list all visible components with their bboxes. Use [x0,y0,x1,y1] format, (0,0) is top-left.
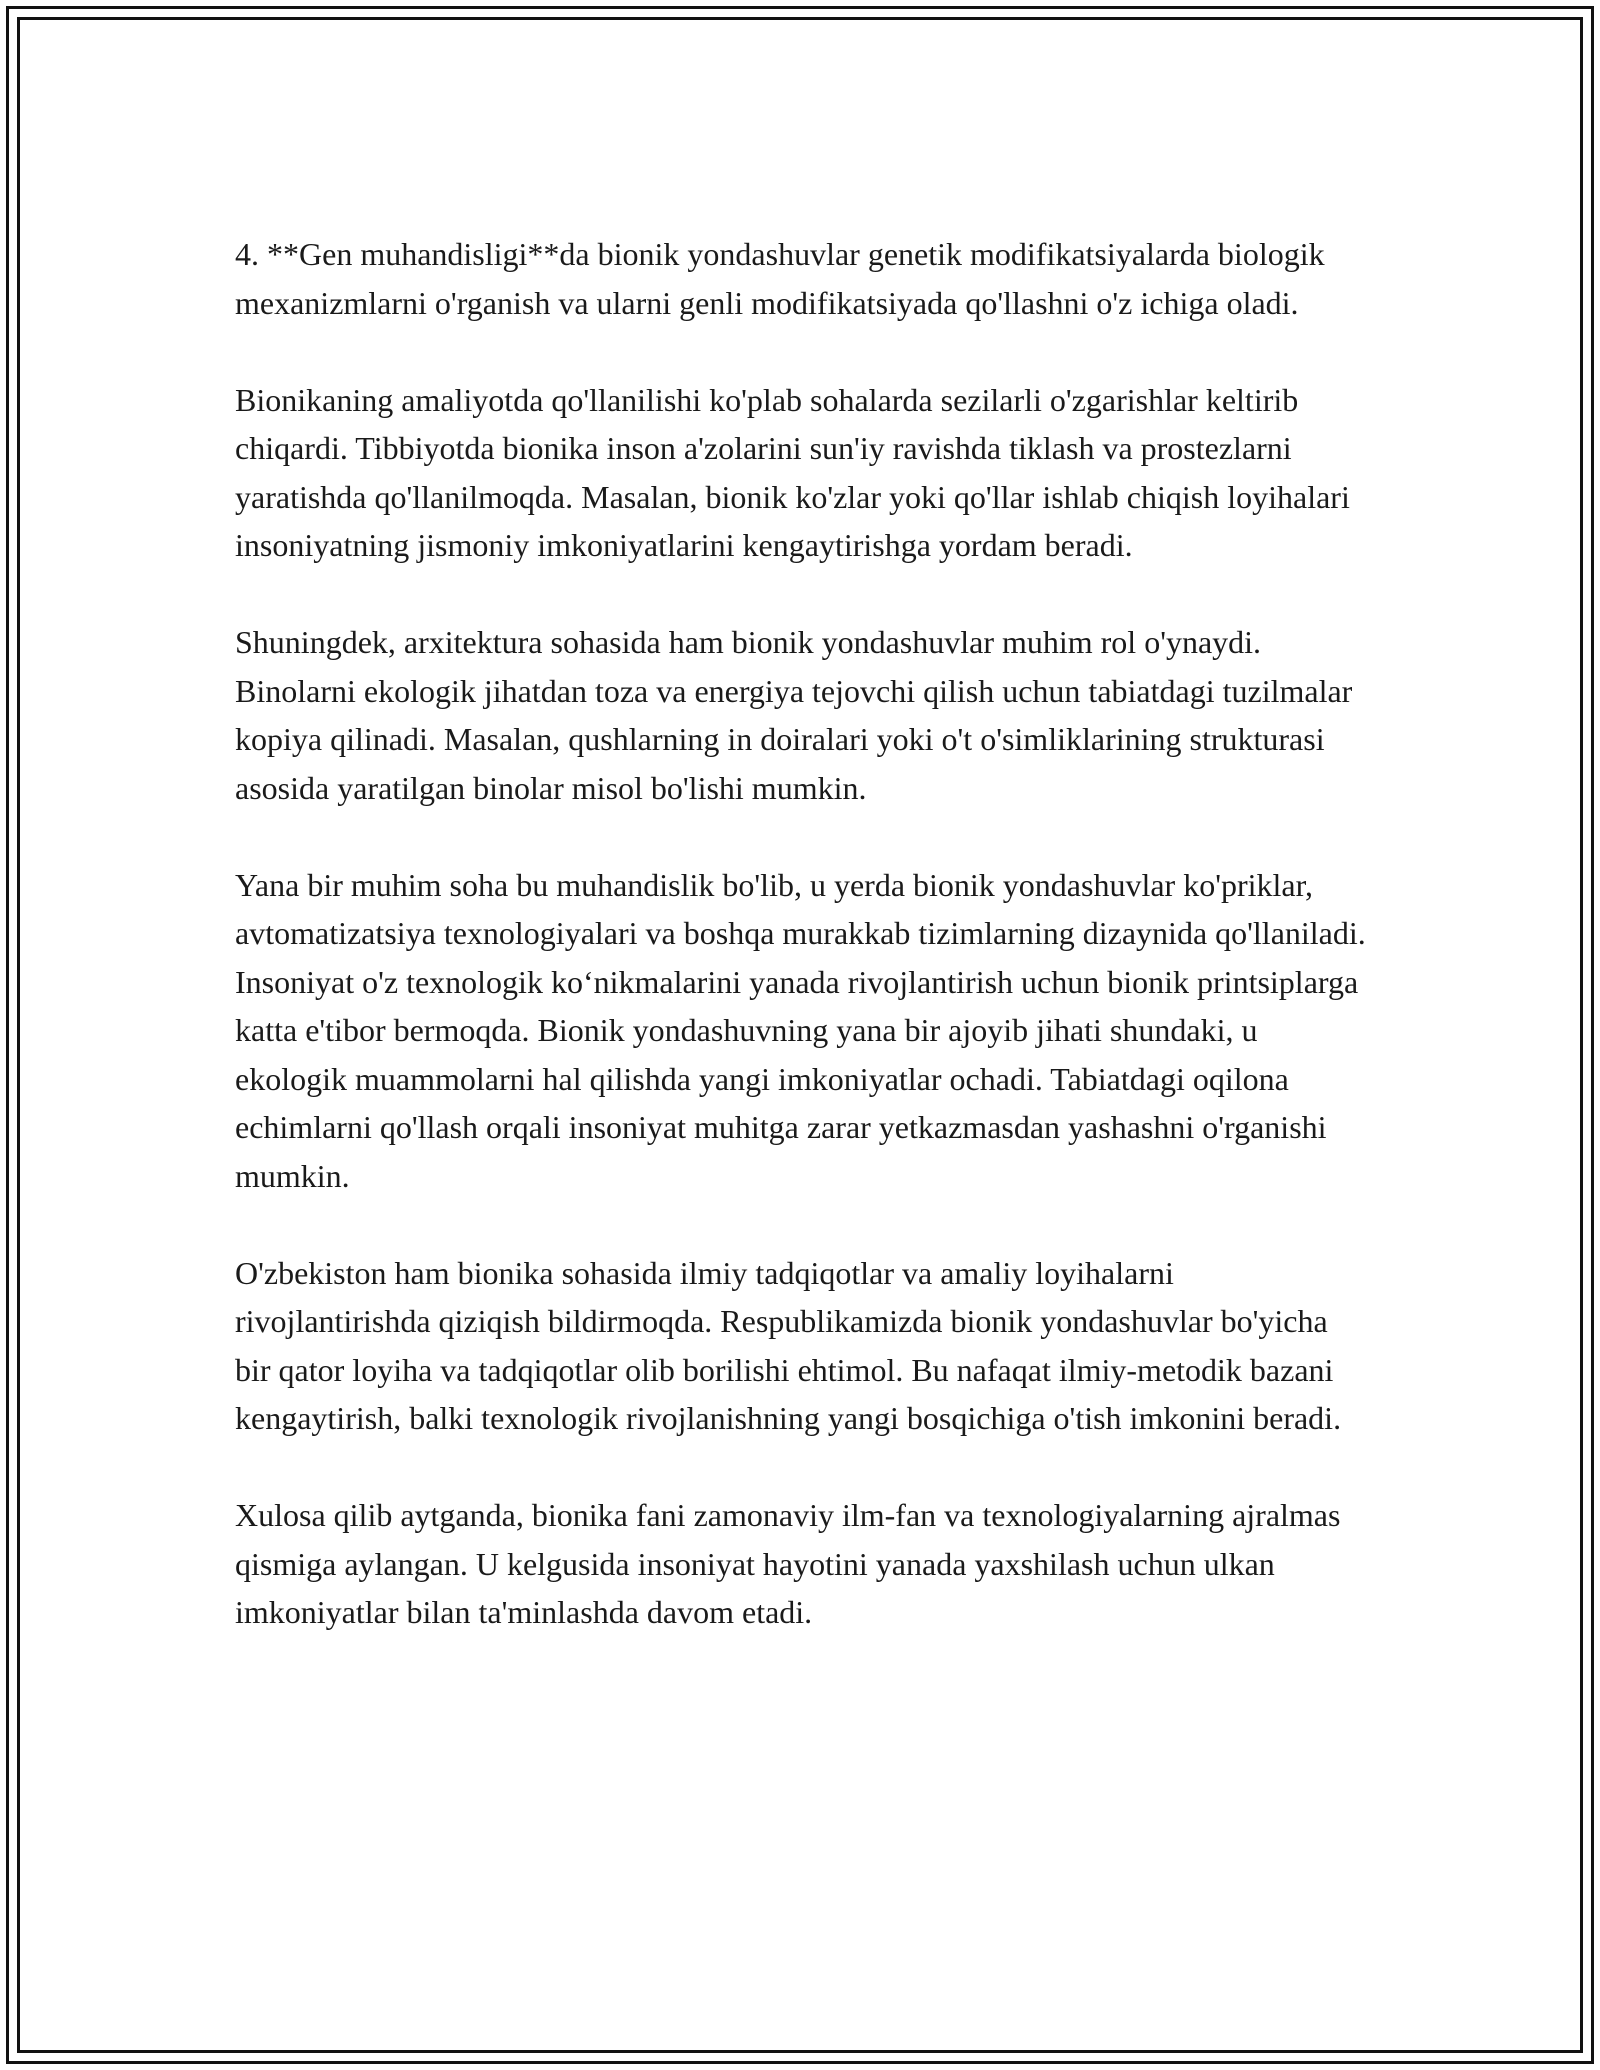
paragraph-uzbekistan: O'zbekiston ham bionika sohasida ilmiy tadqiqotlar va amaliy loyihalarni rivojlantirishda qiziqish bildirmoqda. Respublikamizda bionik yondashuvlar bo'yicha bir qator loyiha va tadqiqotlar olib borilishi ehtimol. Bu nafaqat ilmiy-metodik bazani kengaytirish, balki texnologik rivojlanishning yangi bosqichiga o'tish imkonini beradi. [235,1254,1342,1436]
paragraph-medicine: Bionikaning amaliyotda qo'llanilishi ko'plab sohalarda sezilarli o'zgarishlar keltirib chiqardi. Tibbiyotda bionika inson a'zolarini sun'iy ravishda tiklash va prostezlarni yaratishda qo'llanilmoqda. Masalan, bionik ko'zlar yoki qo'llar ishlab chiqish loyihalari insoniyatning jismoniy imkoniyatlarini kengaytirishga yordam beradi. [235,381,1350,563]
paragraph-gen-engineering: 4. **Gen muhandisligi**da bionik yondashuvlar genetik modifikatsiyalarda biologik mexanizmlarni o'rganish va ularni genli modifikatsiyada qo'llashni o'z ichiga oladi. [235,236,1325,321]
paragraph-engineering: Yana bir muhim soha bu muhandislik bo'lib, u yerda bionik yondashuvlar ko'priklar, avtomatizatsiya texnologiyalari va boshqa murakkab tizimlarning dizaynida qo'llaniladi. Insoniyat o'z texnologik ko‘nikmalarini yanada rivojlantirish uchun bionik printsiplarga katta e'tibor bermoqda. Bionik yondashuvning yana bir ajoyib jihati shundaki, u ekologik muammolarni hal qilishda yangi imkoniyatlar ochadi. Tabiatdagi oqilona echimlarni qo'llash orqali insoniyat muhitga zarar yetkazmasdan yashashni o'rganishi mumkin. [235,866,1366,1194]
paragraph-conclusion: Xulosa qilib aytganda, bionika fani zamonaviy ilm-fan va texnologiyalarning ajralmas qismiga aylangan. U kelgusida insoniyat hayotini yanada yaxshilash uchun ulkan imkoniyatlar bilan ta'minlashda davom etadi. [235,1497,1341,1630]
paragraph-architecture: Shuningdek, arxitektura sohasida ham bionik yondashuvlar muhim rol o'ynaydi. Binolarni ekologik jihatdan toza va energiya tejovchi qilish uchun tabiatdagi tuzilmalar kopiya qilinadi. Masalan, qushlarning in doiralari yoki o't o'simliklarining strukturasi asosida yaratilgan binolar misol bo'lishi mumkin. [235,624,1353,806]
document-body [235,230,1370,1685]
